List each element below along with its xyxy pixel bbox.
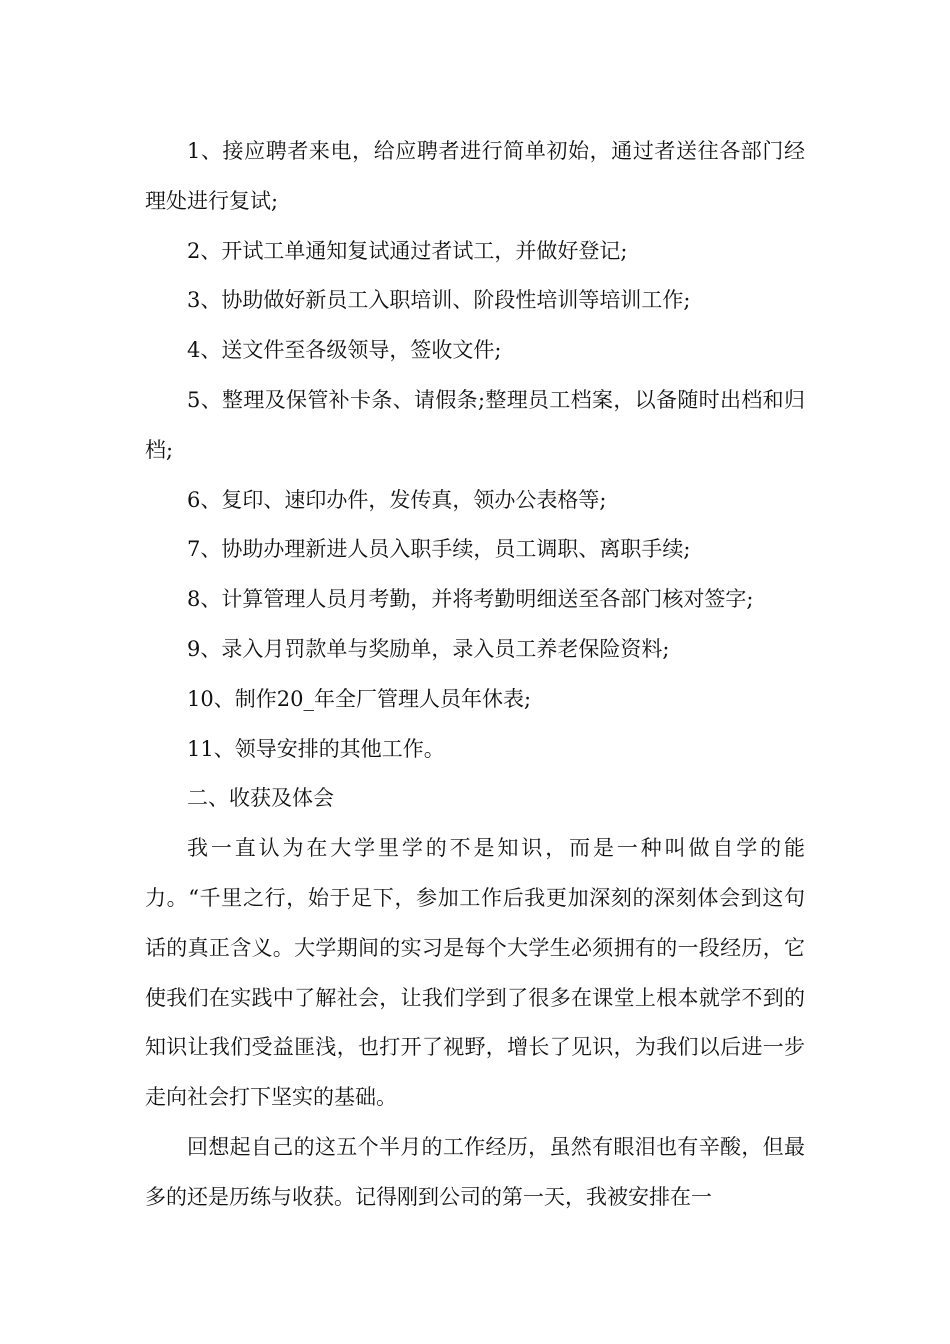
list-item-11: 11、领导安排的其他工作。 xyxy=(187,736,445,761)
list-item-4: 4、送文件至各级领导，签收文件; xyxy=(187,338,502,363)
list-item-8: 8、计算管理人员月考勤，并将考勤明细送至各部门核对签字; xyxy=(187,587,754,612)
body-paragraph-2: 回想起自己的这五个半月的工作经历，虽然有眼泪也有辛酸，但最多的还是历练与收获。记得刚到公司的第一天，我被安排在一 xyxy=(145,1134,805,1209)
list-item-9: 9、录入月罚款单与奖励单，录入员工养老保险资料; xyxy=(187,636,670,661)
list-item-6: 6、复印、速印办件，发传真，领办公表格等; xyxy=(187,487,607,512)
list-item-10: 10、制作20_年全厂管理人员年休表; xyxy=(187,686,532,711)
list-item-5: 5、整理及保管补卡条、请假条;整理员工档案，以备随时出档和归档; xyxy=(145,387,805,462)
list-item-1: 1、接应聘者来电，给应聘者进行简单初始，通过者送往各部门经理处进行复试; xyxy=(145,139,805,213)
body-paragraph-1: 我一直认为在大学里学的不是知识，而是一种叫做自学的能力。“千里之行，始于足下，参加工作后我更加深刻的深刻体会到这句话的真正含义。大学期间的实习是每个大学生必须拥有的一段经历，它使我们在实践中了解社会，让我们学到了很多在课堂上根本就学不到的知识让我们受益匪浅，也打开了视野，增长了见识，为我们以后进一步走向社会打下坚实的基础。 xyxy=(145,836,805,1110)
document-body xyxy=(145,127,805,1223)
list-item-3: 3、协助做好新员工入职培训、阶段性培训等培训工作; xyxy=(187,288,691,313)
list-item-2: 2、开试工单通知复试通过者试工，并做好登记; xyxy=(187,238,628,263)
list-item-7: 7、协助办理新进人员入职手续，员工调职、离职手续; xyxy=(187,537,691,562)
section-heading: 二、收获及体会 xyxy=(187,786,334,811)
